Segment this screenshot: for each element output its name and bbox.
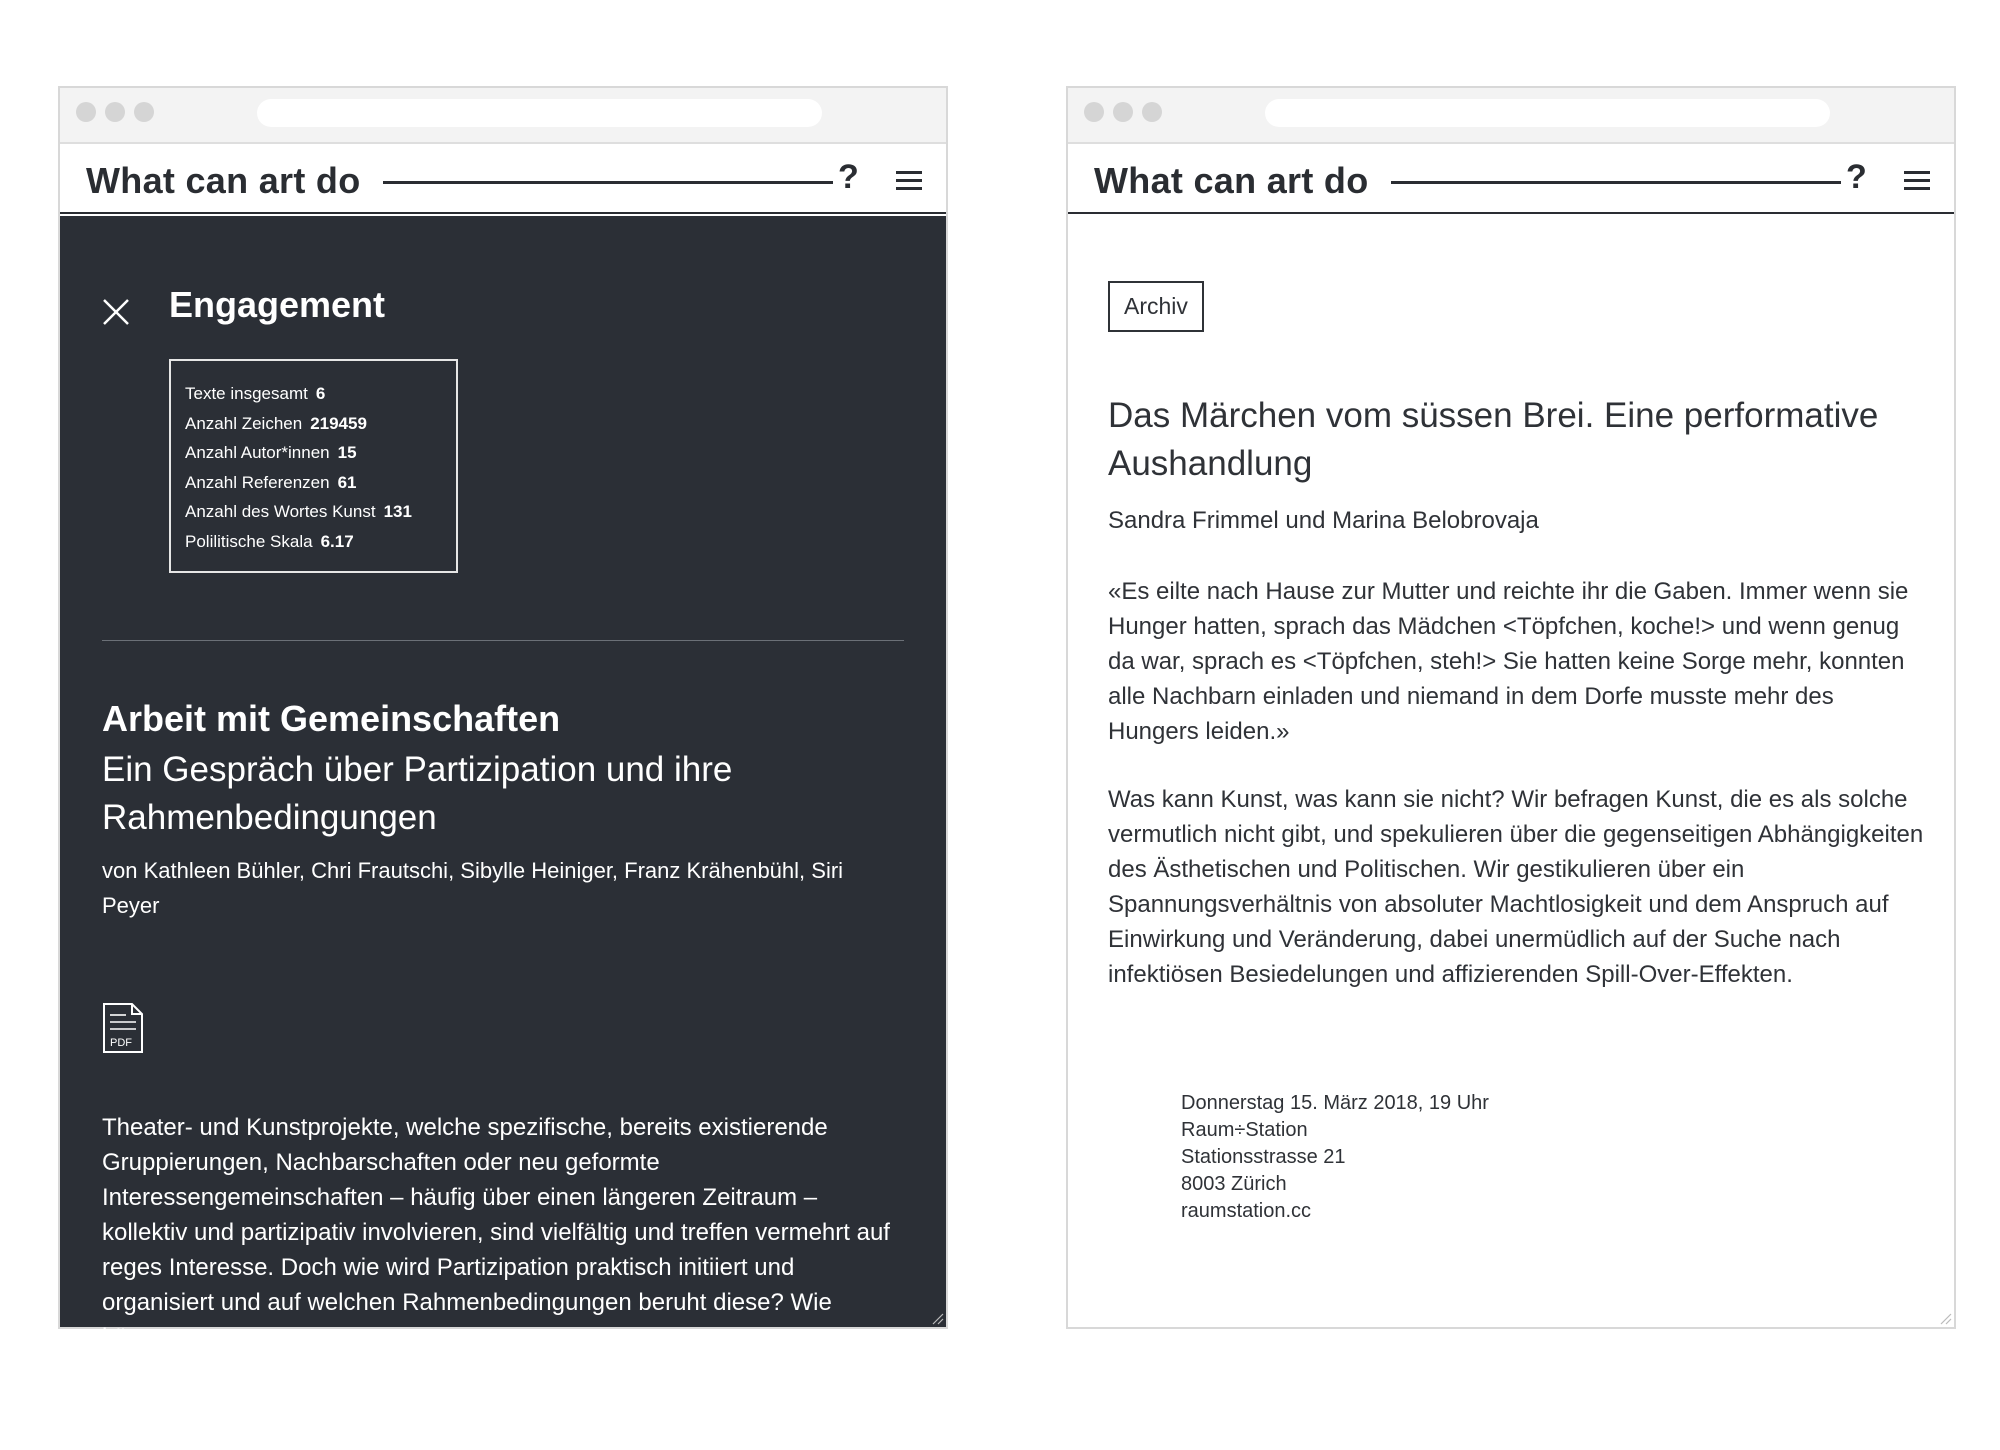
article-title[interactable]: Arbeit mit Gemeinschaften [102, 698, 561, 739]
event-city: 8003 Zürich [1181, 1173, 1287, 1195]
stat-row: Anzahl Zeichen 219459 [185, 413, 367, 433]
browser-window-engagement [58, 86, 948, 1351]
close-icon[interactable] [102, 298, 130, 326]
event-street: Stationsstrasse 21 [1181, 1146, 1346, 1168]
event-website-link[interactable]: raumstation.cc [1181, 1200, 1312, 1222]
stats-box [169, 359, 458, 573]
article-authors: von Kathleen Bühler, Chri Frautschi, Sibylle Heiniger, Franz Krähenbühl, Siri Peyer [102, 858, 844, 918]
window-minimize-dot[interactable] [1113, 102, 1133, 122]
title-rule [1391, 181, 1841, 184]
browser-chrome [60, 88, 946, 144]
window-maximize-dot[interactable] [134, 102, 154, 122]
address-bar[interactable] [257, 99, 822, 127]
resize-grip-icon[interactable] [930, 1311, 944, 1325]
pdf-download-icon[interactable] [102, 1002, 144, 1054]
site-header [1068, 144, 1954, 214]
window-close-dot[interactable] [76, 102, 96, 122]
resize-grip-icon[interactable] [1938, 1311, 1952, 1325]
engagement-panel [60, 216, 946, 1351]
event-authors: Sandra Frimmel und Marina Belobrovaja [1108, 507, 1539, 534]
site-header [60, 144, 946, 214]
event-description: Was kann Kunst, was kann sie nicht? Wir befragen Kunst, die es als solche vermutlich nicht gibt, und spekulieren über die gegenseitigen Abhängigkeiten des Ästhetischen und Politischen. Wir gestikulieren über ein Spannungsverhältnis von absoluter Machtlosigkeit und dem Anspruch auf Einwirkung und Veränderung, dabei unermüdlich auf der Suche nach infektiösen Besiedelungen und affizierenden Spill-Over-Effekten. [1108, 786, 1924, 988]
event-title: Das Märchen vom süssen Brei. Eine performative Aushandlung [1108, 396, 1879, 483]
article-body: Theater- und Kunstprojekte, welche spezifische, bereits existierende Gruppierungen, Nachbarschaften oder neu geformte Interessengemeinschaften – häufig über einen längeren Zeitraum – kollektiv und partizipativ involvieren, sind vielfältig und treffen vermehrt auf reges Interesse. Doch wie wird Partizipation praktisch initiiert und organisiert und auf welchen Rahmenbedingungen beruht diese? Wie können [102, 1114, 890, 1351]
section-divider [102, 640, 904, 641]
window-close-dot[interactable] [1084, 102, 1104, 122]
panel-title: Engagement [169, 284, 386, 325]
address-bar[interactable] [1265, 99, 1830, 127]
menu-icon[interactable] [896, 171, 922, 191]
event-date: Donnerstag 15. März 2018, 19 Uhr [1181, 1092, 1489, 1114]
stat-row: Polilitische Skala 6.17 [185, 531, 354, 551]
archive-tag[interactable]: Archiv [1108, 281, 1204, 332]
window-minimize-dot[interactable] [105, 102, 125, 122]
stat-row: Anzahl des Wortes Kunst 131 [185, 502, 412, 521]
browser-chrome [1068, 88, 1954, 144]
event-quote: «Es eilte nach Hause zur Mutter und reichte ihr die Gaben. Immer wenn sie Hunger hatten, sprach das Mädchen <Töpfchen, koche!> und wenn genug da war, sprach es <Töpfchen, steh!> Sie hatten keine Sorge mehr, konnten alle Nachbarn einladen und niemand in dem Dorfe musste mehr des Hungers leiden.» [1108, 578, 1909, 745]
window-maximize-dot[interactable] [1142, 102, 1162, 122]
stat-row: Anzahl Autor*innen 15 [185, 443, 357, 462]
browser-window-archive [1066, 86, 1956, 1329]
help-button[interactable]: ? [838, 158, 859, 196]
svg-text:PDF: PDF [110, 1037, 132, 1049]
help-button[interactable]: ? [1846, 158, 1867, 196]
menu-icon[interactable] [1904, 171, 1930, 191]
title-rule [383, 181, 833, 184]
event-info [1181, 1090, 1489, 1225]
site-title[interactable]: What can art do [86, 160, 361, 201]
stat-row: Anzahl Referenzen 61 [185, 472, 357, 492]
article-subtitle: Ein Gespräch über Partizipation und ihre Rahmenbedingungen [102, 750, 733, 837]
event-venue: Raum÷Station [1181, 1119, 1308, 1141]
site-title[interactable]: What can art do [1094, 160, 1369, 201]
stat-row: Texte insgesamt 6 [185, 384, 326, 403]
event-detail [1068, 216, 1954, 1327]
